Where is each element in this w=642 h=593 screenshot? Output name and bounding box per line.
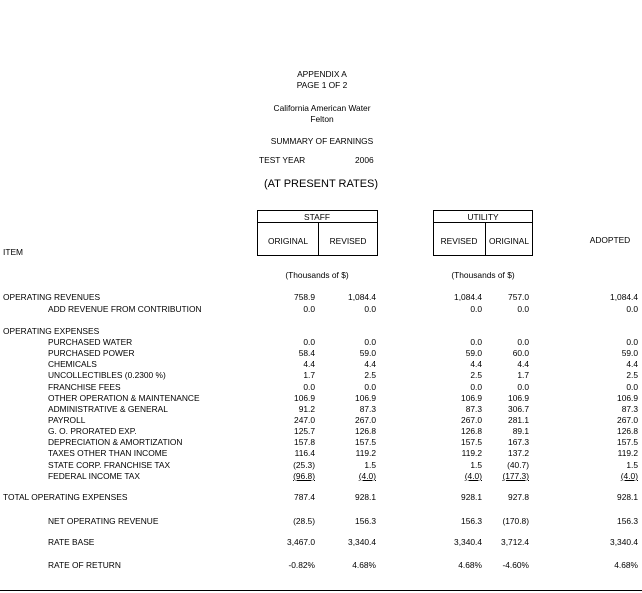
table-cell: 0.0 <box>470 382 482 392</box>
adopted-header: ADOPTED <box>589 235 631 245</box>
row-label: RATE OF RETURN <box>48 560 121 570</box>
table-cell: 928.1 <box>355 492 376 502</box>
table-cell: 758.9 <box>294 292 315 302</box>
table-cell: (4.0) <box>620 471 638 481</box>
table-cell: 106.9 <box>294 393 315 403</box>
table-cell: 3,340.4 <box>348 537 376 547</box>
table-cell: 0.0 <box>364 382 376 392</box>
table-cell: 1.5 <box>626 460 638 470</box>
table-cell: 2.5 <box>364 370 376 380</box>
table-cell: 0.0 <box>626 382 638 392</box>
row-label: G. O. PRORATED EXP. <box>48 426 137 436</box>
table-cell: 2.5 <box>470 370 482 380</box>
table-cell: 1.5 <box>470 460 482 470</box>
row-label: PURCHASED WATER <box>48 337 133 347</box>
bottom-rule <box>0 590 642 591</box>
table-cell: 928.1 <box>461 492 482 502</box>
table-cell: 787.4 <box>294 492 315 502</box>
table-cell: 0.0 <box>626 337 638 347</box>
table-cell: 0.0 <box>517 337 529 347</box>
row-label: TAXES OTHER THAN INCOME <box>48 448 168 458</box>
table-cell: 3,712.4 <box>501 537 529 547</box>
table-cell: 3,467.0 <box>287 537 315 547</box>
row-label: OPERATING EXPENSES <box>3 326 100 336</box>
district-name: Felton <box>310 114 334 124</box>
table-cell: 1,084.4 <box>610 292 638 302</box>
table-cell: 247.0 <box>294 415 315 425</box>
table-cell: 4.68% <box>458 560 482 570</box>
row-label: NET OPERATING REVENUE <box>48 516 159 526</box>
table-cell: 87.3 <box>465 404 482 414</box>
table-cell: 4.68% <box>614 560 638 570</box>
table-cell: 106.9 <box>461 393 482 403</box>
table-cell: 119.2 <box>461 448 482 458</box>
table-cell: 156.3 <box>461 516 482 526</box>
table-cell: 156.3 <box>617 516 638 526</box>
table-cell: 167.3 <box>508 437 529 447</box>
table-cell: 0.0 <box>303 382 315 392</box>
table-cell: 1,084.4 <box>348 292 376 302</box>
table-cell: 2.5 <box>626 370 638 380</box>
row-label: STATE CORP. FRANCHISE TAX <box>48 460 171 470</box>
row-label: ADMINISTRATIVE & GENERAL <box>48 404 168 414</box>
table-cell: 91.2 <box>298 404 315 414</box>
table-cell: 60.0 <box>512 348 529 358</box>
document-subtitle: (AT PRESENT RATES) <box>263 178 379 190</box>
table-cell: (96.8) <box>293 471 315 481</box>
table-cell: 157.5 <box>617 437 638 447</box>
table-cell: 0.0 <box>364 337 376 347</box>
utility-header: UTILITY <box>467 212 499 222</box>
utility-divider <box>433 222 533 223</box>
table-cell: 156.3 <box>355 516 376 526</box>
utility-split <box>485 222 486 256</box>
table-cell: 3,340.4 <box>454 537 482 547</box>
table-cell: 157.5 <box>461 437 482 447</box>
table-cell: 157.8 <box>294 437 315 447</box>
table-cell: 106.9 <box>508 393 529 403</box>
table-cell: 1.5 <box>364 460 376 470</box>
table-cell: 87.3 <box>359 404 376 414</box>
row-label: RATE BASE <box>48 537 95 547</box>
table-cell: 126.8 <box>355 426 376 436</box>
utility-units: (Thousands of $) <box>451 270 515 280</box>
table-cell: 267.0 <box>355 415 376 425</box>
table-cell: 267.0 <box>617 415 638 425</box>
row-label: FEDERAL INCOME TAX <box>48 471 140 481</box>
table-cell: (177.3) <box>502 471 529 481</box>
row-label: FRANCHISE FEES <box>48 382 121 392</box>
table-cell: (40.7) <box>507 460 529 470</box>
table-cell: -4.60% <box>502 560 529 570</box>
table-cell: 119.2 <box>355 448 376 458</box>
staff-revised-header: REVISED <box>329 236 367 246</box>
table-cell: 59.0 <box>465 348 482 358</box>
table-cell: 927.8 <box>508 492 529 502</box>
staff-original-header: ORIGINAL <box>267 236 309 246</box>
table-cell: 116.4 <box>294 448 315 458</box>
table-cell: 0.0 <box>303 337 315 347</box>
row-label: DEPRECIATION & AMORTIZATION <box>48 437 183 447</box>
table-cell: 0.0 <box>517 304 529 314</box>
table-cell: (25.3) <box>293 460 315 470</box>
table-cell: 281.1 <box>508 415 529 425</box>
table-cell: 0.0 <box>626 304 638 314</box>
table-cell: 4.4 <box>626 359 638 369</box>
table-cell: 4.4 <box>470 359 482 369</box>
table-cell: 306.7 <box>508 404 529 414</box>
row-label: UNCOLLECTIBLES (0.2300 %) <box>48 370 166 380</box>
table-cell: 59.0 <box>621 348 638 358</box>
table-cell: 126.8 <box>461 426 482 436</box>
table-cell: 0.0 <box>470 337 482 347</box>
row-label: OPERATING REVENUES <box>3 292 101 302</box>
table-cell: 137.2 <box>508 448 529 458</box>
document-title: SUMMARY OF EARNINGS <box>270 136 374 146</box>
test-year-label: TEST YEAR <box>259 155 306 165</box>
table-cell: 1.7 <box>303 370 315 380</box>
table-cell: (170.8) <box>502 516 529 526</box>
table-cell: (28.5) <box>293 516 315 526</box>
table-cell: 125.7 <box>294 426 315 436</box>
row-label: TOTAL OPERATING EXPENSES <box>3 492 128 502</box>
appendix-label: APPENDIX A <box>297 69 347 79</box>
table-cell: 4.4 <box>303 359 315 369</box>
table-cell: 928.1 <box>617 492 638 502</box>
row-label: PURCHASED POWER <box>48 348 135 358</box>
table-cell: 757.0 <box>508 292 529 302</box>
page-number: PAGE 1 OF 2 <box>296 80 348 90</box>
test-year-value: 2006 <box>355 155 374 165</box>
table-cell: 89.1 <box>512 426 529 436</box>
table-cell: 0.0 <box>364 304 376 314</box>
table-cell: -0.82% <box>288 560 315 570</box>
staff-units: (Thousands of $) <box>285 270 349 280</box>
table-cell: 58.4 <box>298 348 315 358</box>
table-cell: 3,340.4 <box>610 537 638 547</box>
row-label: PAYROLL <box>48 415 86 425</box>
staff-header: STAFF <box>304 212 330 222</box>
table-cell: 0.0 <box>303 304 315 314</box>
table-cell: (4.0) <box>464 471 482 481</box>
table-cell: 0.0 <box>517 382 529 392</box>
table-cell: 106.9 <box>355 393 376 403</box>
table-cell: 0.0 <box>470 304 482 314</box>
table-cell: 157.5 <box>355 437 376 447</box>
table-cell: 87.3 <box>621 404 638 414</box>
row-label: ADD REVENUE FROM CONTRIBUTION <box>48 304 202 314</box>
table-cell: 59.0 <box>359 348 376 358</box>
row-label: OTHER OPERATION & MAINTENANCE <box>48 393 200 403</box>
company-name: California American Water <box>273 103 371 113</box>
table-cell: 119.2 <box>617 448 638 458</box>
table-cell: 126.8 <box>617 426 638 436</box>
table-cell: 4.4 <box>364 359 376 369</box>
table-cell: 4.4 <box>517 359 529 369</box>
item-header: ITEM <box>3 247 24 257</box>
table-cell: 267.0 <box>461 415 482 425</box>
table-cell: 1.7 <box>517 370 529 380</box>
table-cell: 106.9 <box>617 393 638 403</box>
utility-revised-header: REVISED <box>440 236 478 246</box>
utility-original-header: ORIGINAL <box>488 236 530 246</box>
row-label: CHEMICALS <box>48 359 97 369</box>
staff-split <box>318 222 319 256</box>
table-cell: 1,084.4 <box>454 292 482 302</box>
table-cell: 4.68% <box>352 560 376 570</box>
table-cell: (4.0) <box>358 471 376 481</box>
